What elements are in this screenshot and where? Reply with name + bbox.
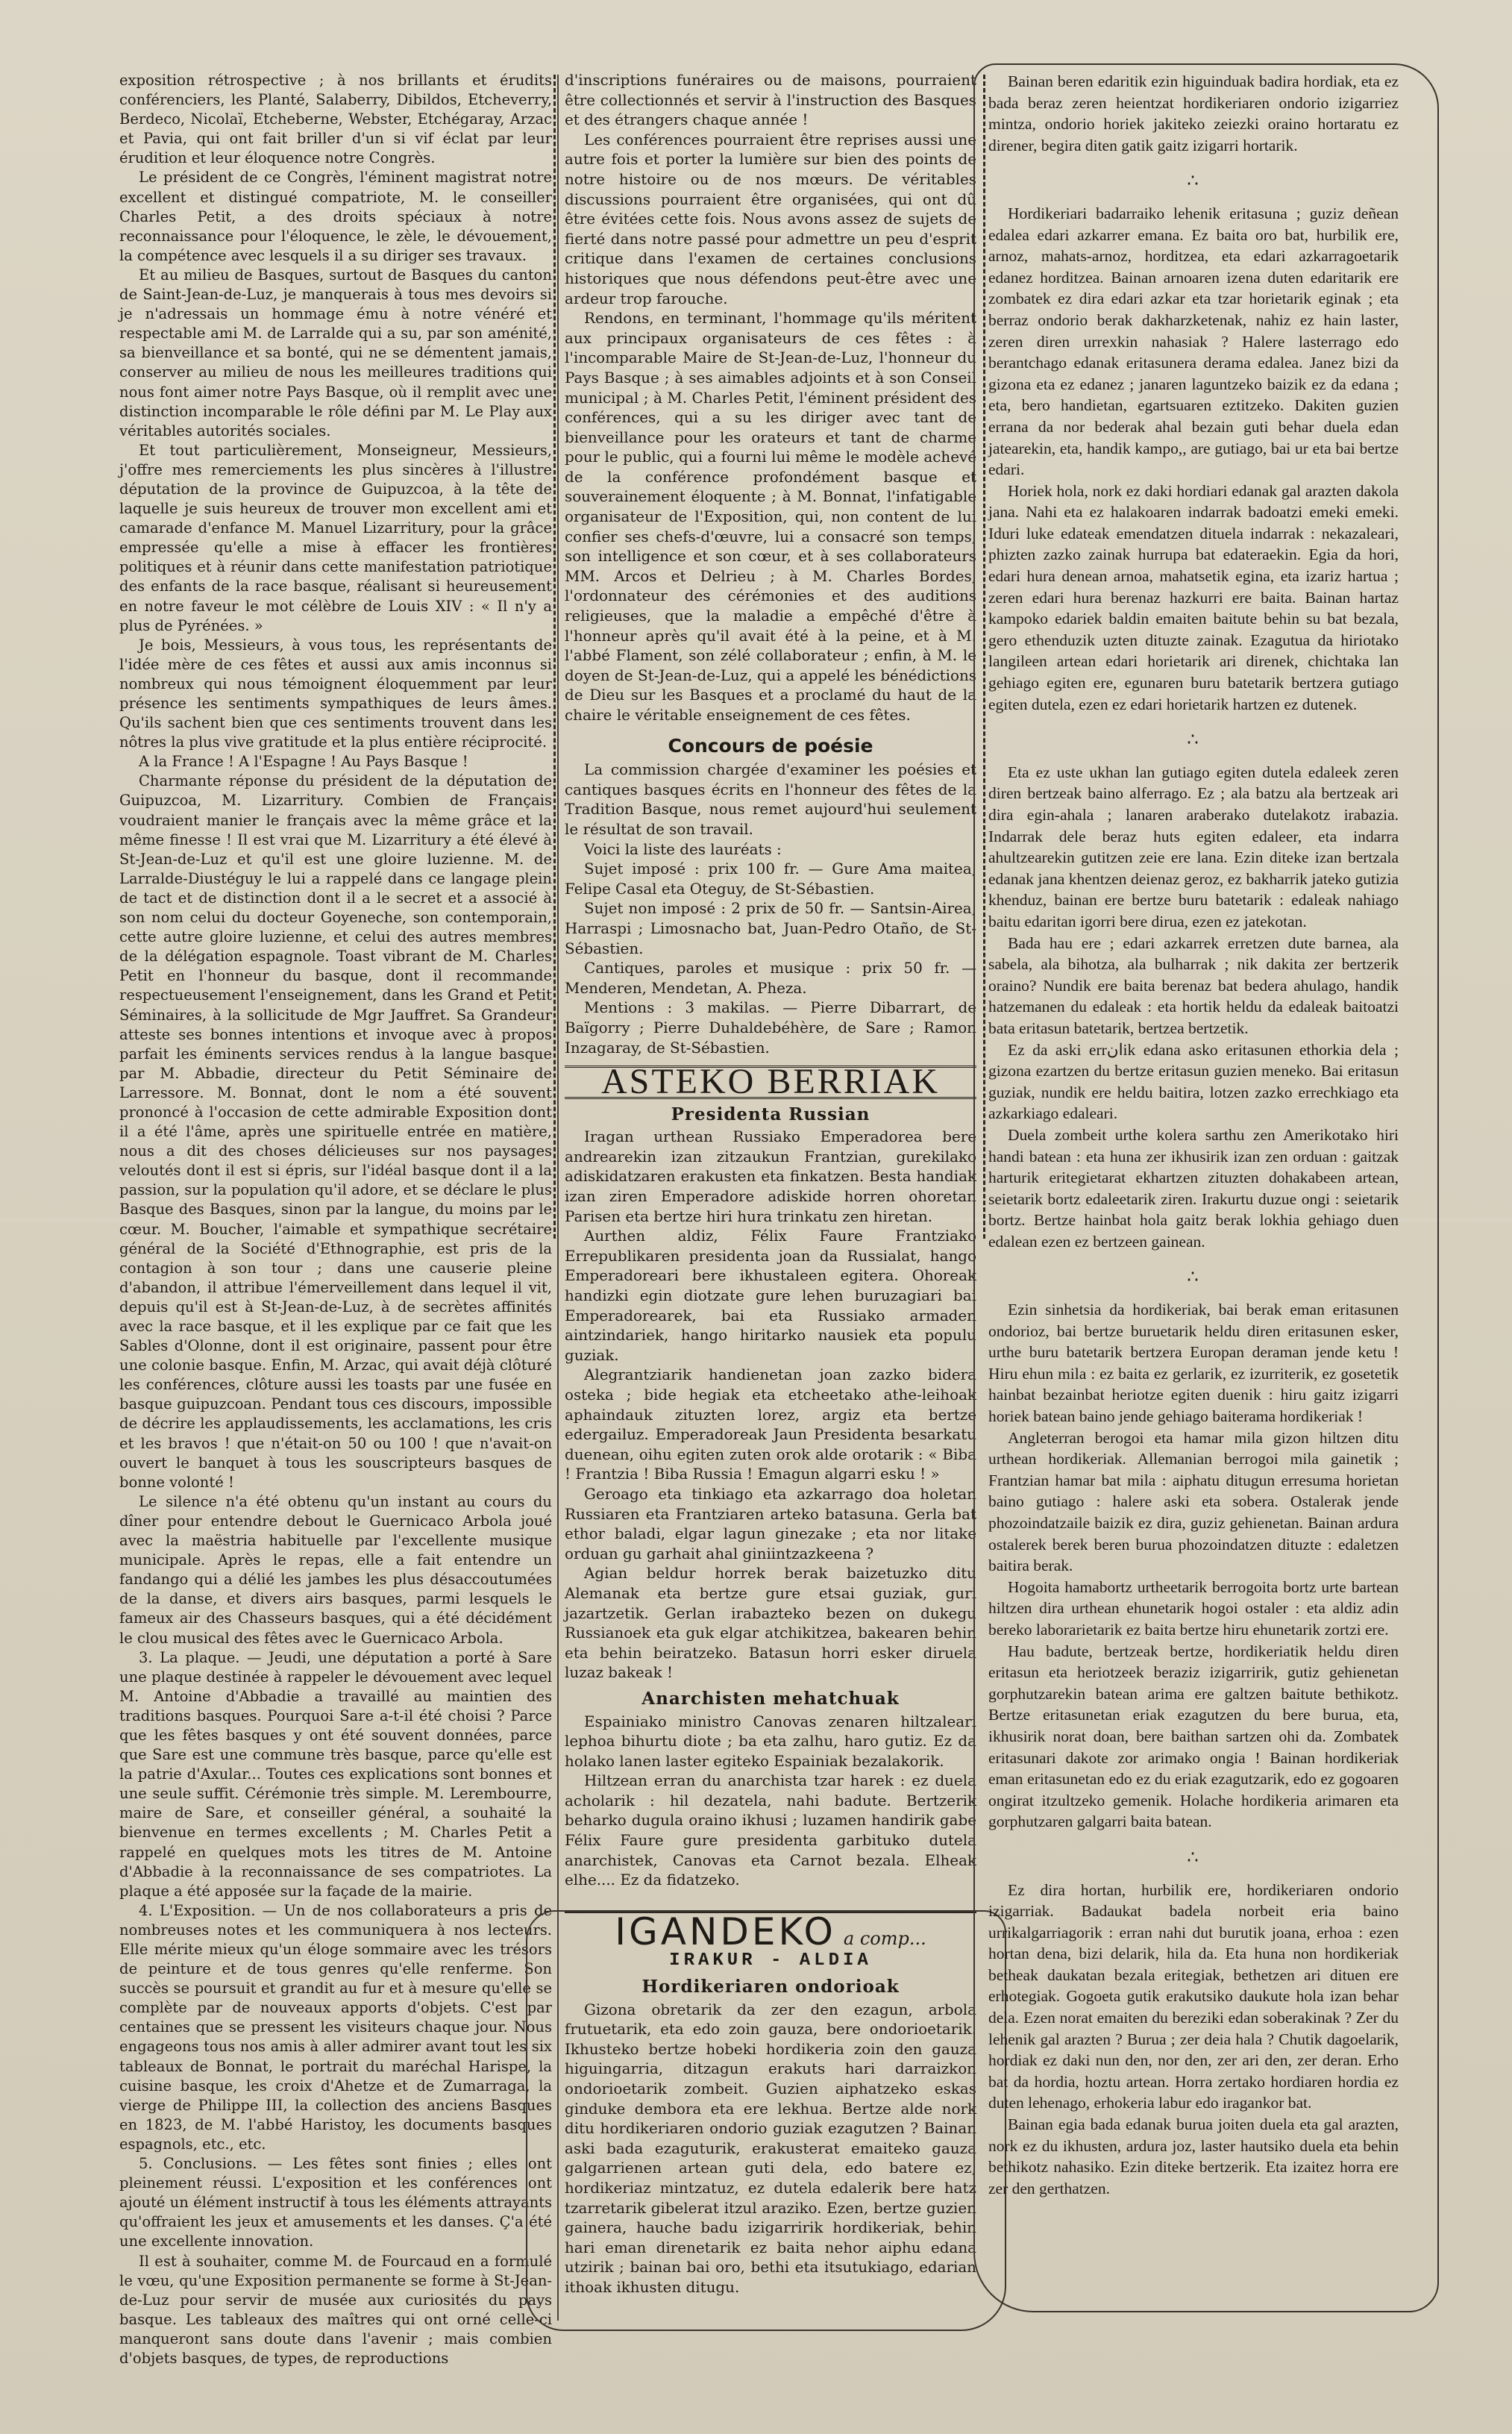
col3-para: Horiek hola, nork ez daki hordiari edanak gal arazten dakola jana. Nahi eta ez halakoaren indarrak badoatzi emeki emeki. Iduri luke edateak emendatzen dituela indarrak : nekazaleari, phizten zazko zainak hurrupa bat edateraekin. Egia da hori, edari hura denean arnoa, mahatsetik egina, eta izariz hartua ; zeren edari hura berenaz hazkurri ere baita. Bainan hartaz kampoko edariek baldin emaiten baitute behin su bat bezala, gero ethenduzik uzten dituzte zainak. Ezagutua da hiriotako langileen artean edari horietarik ari direnek, chichtaka lan gehiago egiten ere, egunaren buru batetarik bertzera gutiago egiten dutela, ezen ez edari horietarik hartzen ez dutenek. — [988, 481, 1399, 713]
anarchisten-para: Hiltzean erran du anarchista tzar harek : ez duela acholarik : hil dezatela, nahi badute. Bertzerik beharko dugula oraino ikhusi ; luzamen handirik gabe Félix Faure gure presidenta garbituko dutela anarchistek, Canovas eta Carnot bezala. Elheak elhe.... Ez da fidatzeko. — [565, 1772, 976, 1889]
presidenta-para: Iragan urthean Russiako Emperadorea bere andrearekin izan zitzaukun Frantzian, gurekilako adiskidatzaren erakusten eta finkatzen. Besta handiak izan ziren Emperadore adiskide horren ohoretan Parisen eta bertze hiri hura trinkatu zen hiretan. — [565, 1128, 976, 1225]
concours-heading: Concours de poésie — [668, 734, 873, 757]
column-left — [119, 71, 552, 2368]
col3-para: Hogoita hamabortz urtheetarik berrogoita bortz urte bartean hiltzen dira urthean ehunetarik hogoi ostaler : eta aldiz adin bereko laborarietarik ez baita bertze hiru ehunetarik zortzi ere. — [988, 1577, 1399, 1639]
concours-para: Sujet imposé : prix 100 fr. — Gure Ama maitea, Felipe Casal eta Oteguy, de St-Sébastien. — [565, 860, 976, 898]
col1-para: Le président de ce Congrès, l'éminent magistrat notre excellent et distingué compatriote, M. le conseiller Charles Petit, a des droits spéciaux à notre reconnaissance pour l'éloquence, le zèle, le dévouement, la compétence avec lesquels il a su diriger ses travaux. — [119, 169, 552, 264]
column-right — [988, 71, 1399, 2199]
igandeko-handwritten-note: a comp... — [843, 1927, 926, 1949]
col3-para: Bainan beren edaritik ezin higuinduak badira hordiak, eta ez bada beraz zeren heientzat hordikeriaren ondorio izigarriez mintza, ondorio horiek jakiteko zeiezki oraino hortaratu ez direner, begira diten gatik gaitz izigarri hortarik. — [988, 72, 1399, 154]
section-separator-stars: ∴ — [1187, 172, 1200, 192]
section-separator-stars: ∴ — [1187, 1268, 1200, 1288]
col1-para: A la France ! A l'Espagne ! Au Pays Basque ! — [139, 753, 468, 771]
hand-drawn-dashed-line — [553, 75, 556, 1239]
col3-para: Bada hau ere ; edari azkarrek erretzen dute barnea, ala sabela, ala bihotza, ala bulharrak ; nik dakita zer bertzerik oraino? Nundik ere baita berenaz bat bedera ahulago, handik hatzemanen du edaleak : eta hortik heldu da edaleak baitoatzi bata eritasun batetarik, bertzea bertzetik. — [988, 933, 1399, 1037]
col3-para: Ez da aski errانik edana asko eritasunen ethorkia dela ; gizona ezartzen du bertze eritasun guzien meneko. Bai eritasun guziak, nundik ere heldu baitira, lotzen zazko errechkiago eta azkarkiago edaleari. — [988, 1040, 1399, 1123]
anarchisten-para: Espainiako ministro Canovas zenaren hiltzaleari lephoa bihurtu diote ; ba eta zalhu, haro gutiz. Ez da holako lanen laster egiteko Espainiak bezalakorik. — [565, 1712, 976, 1770]
section-separator-stars: ∴ — [1187, 1848, 1200, 1868]
concours-para: La commission chargée d'examiner les poésies et cantiques basques écrits en l'honneur des fêtes de la Tradition Basque, nous remet aujourd'hui seulement le résultat de son travail. — [565, 761, 976, 838]
presidenta-para: Agian beldur horrek berak baizetuzko ditu Alemanak eta bertze gure etsai guziak, guri jazartzetik. Gerlan irabazteko bezen on dukegu Russianoek eta guk elgar atchikitzea, bakearen behin eta behin beiratzeko. Batasun horri esker diruela luzaz bakeak ! — [565, 1565, 976, 1682]
presidenta-para: Aurthen aldiz, Félix Faure Frantziako Errepublikaren presidenta joan da Russialat, hango Emperadoreari bere ikhustaleen egitera. Ohoreak handizki egin diotzate gure lehen buruzagiari bai Emperadorearek, bai eta Russiako armaden aintzindariek, hango hiritarko nausiek eta populu guziak. — [565, 1227, 976, 1364]
col1-para: exposition rétrospective ; à nos brillants et érudits conférenciers, les Planté, Salaberry, Dibildos, Etcheverry, Berdeco, Nicolaï, Etcheberne, Webster, Etchégaray, Arzac et Pavia, qui ont fait briller d'un si vif éclat par leur érudition et leur éloquence notre Congrès. — [119, 72, 552, 167]
col1-para: 4. L'Exposition. — Un de nos collaborateurs a pris de nombreuses notes et les communiquera à nos lecteurs. Elle mérite mieux qu'un éloge sommaire avec les trésors de peinture et de tous genres qu'elle renferme. Son succès se poursuit et grandit au fur et à mesure qu'elle se complète par de nouveaux apports d'objets. C'est par centaines que se pressent les visiteurs chaque jour. Nous engageons tous nos amis à aller admirer avant tout les six tableaux de Bonnat, le portrait du maréchal Harispe, la cuisine basque, les croix d'Ahetze et de Zumarraga, la vierge de Philippe III, la collection des anciens Basques en 1823, de M. l'abbé Haristoy, les documents basques espagnols, etc., etc. — [119, 1901, 552, 2153]
hand-drawn-frame — [526, 1910, 1006, 2331]
col1-para: 5. Conclusions. — Les fêtes sont finies ; elles ont pleinement réussi. L'exposition et les conférences ont ajouté un élément instructif à tous les éléments attrayants qu'offraient les jeux et amusements et les danses. Ç'a été une excellente innovation. — [119, 2155, 552, 2250]
col3-para: Duela zombeit urthe kolera sarthu zen Amerikotako hiri handi batean : eta huna zer ikhusirik izan zen orduan : gaitzak harturik eritegietarat ekhartzen zituzten dohakabeen artean, seietarik bortz edaleetarik ziren. Irakurtu duzue ongi : seietarik bortz. Bertze hainbat hola gaitz berak lokhia gehiago duen edalean ezen ez bertzeen gainean. — [988, 1125, 1399, 1251]
col1-para: Et au milieu de Basques, surtout de Basques du canton de Saint-Jean-de-Luz, je manquerais à tous mes devoirs si je n'adressais un hommage ému à notre vénéré et respectable ami M. de Larralde qui a su, par son aménité, sa bienveillance et sa bonté, qui ne se démentent jamais, conserver au milieu de nous les meilleures traditions qui nous font aimer notre Pays Basque, où il remplit avec une distinction incomparable le rôle défini par M. Le Play aux véritables autorités sociales. — [119, 266, 552, 439]
concours-para: Cantiques, paroles et musique : prix 50 fr. — Menderen, Mendetan, A. Pheza. — [565, 960, 976, 997]
concours-para: Mentions : 3 makilas. — Pierre Dibarrart, de Baïgorry ; Pierre Duhaldebéhère, de Sare ; Ramon Inzagaray, de St-Sébastien. — [565, 999, 976, 1057]
col1-para: Charmante réponse du président de la députation de Guipuzcoa, M. Lizarritury. Combien de Français voudraient manier le français avec la même grâce et la même finesse ! Il est vrai que M. Lizarritury a été élevé à St-Jean-de-Luz et qu'il est une gloire luzienne. M. de Larralde-Diustéguy le lui a rappelé dans ce langage plein de tact et de distinction dont il a le secret et a associé à son nom celui du docteur Goyeneche, son contemporain, cette autre gloire luzienne, et celui des autres membres de la délégation espagnole. Toast vibrant de M. Charles Petit en l'honneur du basque, dont il recommande respectueusement l'enseignement, dans les Grand et Petit Séminaires, à la sollicitude de Mgr Jauffret. Sa Grandeur atteste ses bonnes intentions et invoque avec à propos parfait les éminents services rendus à la langue basque par M. Abbadie, directeur du Petit Séminaire de Larressore. M. Bonnat, dont le nom a été souvent prononcé à l'occasion de cette admirable Exposition dont il a été l'âme, après une spirituelle entrée en matière, nous a dit des choses délicieuses sur nos paysages veloutés dont il est si épris, sur l'idéal basque dont il a la passion, sur la population qu'il adore, et se déclare le plus Basque des Basques, sinon par la langue, du moins par le cœur. M. Boucher, l'aimable et sympathique secrétaire général de la Société d'Ethnographie, est pris de la contagion à son tour ; dans une causerie pleine d'abandon, il attribue l'émerveillement dans lequel il vit, depuis qu'il est à St-Jean-de-Luz, à de secrètes affinités avec la race basque, et il les explique par ce fait que les Sables d'Olonne, dont il est originaire, passent pour être une colonie basque. Enfin, M. Arzac, qui avait déjà clôturé les conférences, clôture aussi les toasts par une fusée en basque guipuzcoan. Pendant tous ces discours, impossible de décrire les applaudissements, les acclamations, les cris et les bravos ! que n'était-on 50 ou 100 ! que n'avait-on ouvert le banquet à tous les souscripteurs basques de bonne volonté ! — [119, 772, 552, 1491]
col1-para: Je bois, Messieurs, à vous tous, les représentants de l'idée mère de ces fêtes et aussi aux amis inconnus si nombreux qui nous témoignent éloquemment par leur présence les sentiments sympathiques de leurs âmes. Qu'ils sachent bien que ces sentiments trouvent dans les nôtres la plus vive gratitude et la plus entière réciprocité. — [119, 636, 552, 751]
col1-para: Le silence n'a été obtenu qu'un instant au cours du dîner pour entendre debout le Guernicaco Arbola joué avec la maëstria habituelle par l'excellente musique municipale. Après le repas, elle a fait entendre un fandango qui a délié les jambes les plus désaccoutumées de la danse, et divers airs basques, parmi lesquels le fameux air des Chasseurs basques, qui a été décidément le clou musical des fêtes avec le Guernicaco Arbola. — [119, 1492, 552, 1647]
col3-para: Bainan egia bada edanak burua joiten duela eta gal arazten, nork ez du ikhusten, ardura joz, laster hautsiko duela eta behin bethikotz nahasiko. Ezin ditekе bertzerik. Eta izaitez horra ere zer den gerthatzen. — [988, 2115, 1399, 2197]
col3-para: Hordikeriari badarraiko lehenik eritasuna ; guziz deñean edalea edari azkarrer emana. Ez baita oro bat, hurbilik ere, arnoz, mahats-arnoz, horditzea, eta edari azkarragoetarik edanez horditzea. Bainan arnoaren izena duten edaritarik ere zombatek ez dira edari azkar eta tzar horietarik eginak ; eta berraz ondorio berak dakharzketenak, nahiz ez hain laster, zeren diren urrexkin nahasiak ? Halere lasterrago edo berantchago edanak eritasunera derama edalea. Janez bizi da gizona eta ez edanez ; janaren laguntzeko baizik ez da edana ; eta, bero handietan, egartsuaren eztitzeko. Dakiten guzien errana da nor bederak ahal bezain guti behar duela edan jatearekin, eta, handik kampo,, are gutiago, bai ur eta bai bertze edari. — [988, 204, 1399, 479]
col3-para: Ez dira hortan, hurbilik ere, hordikeriaren ondorio izigarriak. Badaukat badela norbeit eria baino urrikalgarriagorik : erran nahi dut burutik joana, erhoa : ezen hortan dena, bizi delarik, hila da. Eta huna non hordikeriak betheak daukatan bezala eritegiak, bethetzen ari dituen ere erhotegiak. Gogoeta gutik erakutsiko daukute hola izan behar dela. Ezen norat emaiten du bereziki edan soberakinak ? Zer du lehenik gal arazten ? Burua ; zer deia hala ? Chutik dagoelarik, hordiak ez daki nun den, nor den, zer ari den, zer deran. Erho bat da hordia, hoztu artean. Horra zertako hordiaren hordia ez duten lehenago, erhokeria labur edo iragankor bat. — [988, 1880, 1399, 2112]
hordikeriaren-heading: Hordikeriaren ondorioak — [641, 1977, 900, 1997]
col2-para: Rendons, en terminant, l'hommage qu'ils méritent aux principaux organisateurs de ces fêtes : à l'incomparable Maire de St-Jean-de-Luz, l'honneur du Pays Basque ; à ses aimables adjoints et à son Conseil municipal ; à M. Charles Petit, l'éminent président des conférences, qui a su les diriger avec tant de bienveillance pour les orateurs et tant de charme pour le public, qui a fourni lui même le modèle achevé de la conférence profondément basque et souverainement éloquente ; à M. Bonnat, l'infatigable organisateur de l'Exposition, qui, non content de lui confier ses chefs-d'œuvre, lui a consacré son temps, son intelligence et son cœur, et à ses collaborateurs MM. Arcos et Delrieu ; à M. Charles Bordes, l'ordonnateur des cérémonies et des auditions religieuses, que la maladie a empêché d'être à l'honneur après qu'il avait été à la peine, et à M. l'abbé Flament, son zélé collaborateur ; enfin, à M. le doyen de St-Jean-de-Luz, qui a appelé les bénédictions de Dieu sur les Basques et a proclamé du haut de la chaire le véritable enseignement de ces fêtes. — [565, 310, 976, 724]
col3-para: Ezin sinhetsia da hordikeriak, bai berak eman eritasunen ondorioz, bai bertze buruetarik heldu diren eritasunen esker, urthe buru batetarik bertzera Europan deraman jende ketu ! Hiru ehun mila : ez baita ez gerlarik, ez izurriterik, ez gosetetik hainbat bezainbat heriotze egiten duenik : hiru gaitz izigarri horiek batean baino jende gehiago baiterama hordikeriak ! — [988, 1301, 1399, 1426]
col1-para: Il est à souhaiter, comme M. de Fourcaud en a formulé le vœu, qu'une Exposition permanente se forme à St-Jean-de-Luz pour servir de musée aux curiosités du pays basque. Les tableaux des maîtres qui ont orné celle-ci manqueront sans doute dans l'avenir ; mais combien d'objets basques, de types, de reproductions — [119, 2252, 552, 2367]
col1-para: 3. La plaque. — Jeudi, une députation a porté à Sare une plaque destinée à rappeler le dévouement avec lequel M. Antoine d'Abbadie a travaillé au maintien des traditions basques. Pourquoi Sare a-t-il été choisi ? Parce que les fêtes basques y ont été souvent données, parce que Sare est une commune très basque, parce qu'elle est la patrie d'Axular... Toutes ces explications sont bonnes et une seule suffit. Cérémonie très simple. M. Lerembourre, maire de Sare, et conseiller général, a souhaité la bienvenue en termes excellents ; M. Charles Petit a rappelé en quelques mots les titres de M. Antoine d'Abbadie à la reconnaissance de ses compatriotes. La plaque a été apposée sur la façade de la mairie. — [119, 1648, 552, 1900]
col2-para: Les conférences pourraient être reprises aussi une autre fois et porter la lumière sur bien des points de notre histoire ou de nos mœurs. De véritables discussions pourraient être organisées, qui ont dû être évitées cette fois. Nous avons assez de sujets de fierté dans notre passé pour admettre un peu d'esprit critique dans l'examen de certaines conclusions historiques que nous défendons peut-être avec une ardeur trop farouche. — [565, 131, 976, 307]
col3-para: Angleterran berogoi eta hamar mila gizon hiltzen ditu urthean hordikeriak. Allemanian berrogoi mila gainetik ; Frantzian hamar bat mila : aiphatu ditugun erresuma horietan baino gutiago : halere aski eta sobera. Ostalerak jende phozoindatzaile baizik ez dira, guziz gehienetan. Bainan ardura ostalerek berek beren burua phozoindatzen dituzte : edaletzen baitira berak. — [988, 1428, 1399, 1575]
anarchisten-heading: Anarchisten mehatchuak — [641, 1688, 900, 1709]
presidenta-para: Alegrantziarik handienetan joan zazko bidera osteka ; bide hegiak eta etcheetako athe-leihoak aphaindauk zituzten lorez, argiz eta bertze edergailuz. Emperadoreak Jaun Presidenta besarkatu duenean, oihu egiten zuten orok alde orotarik : « Biba ! Frantzia ! Biba Russia ! Emagun algarri esku ! » — [565, 1366, 976, 1483]
igandeko-title: IGANDEKO — [615, 1909, 836, 1953]
section-separator-stars: ∴ — [1187, 730, 1200, 751]
col3-para: Eta ez uste ukhan lan gutiago egiten dutela edaleek zeren diren bertzeak baino alferrago. Ez ; ala batzu ala bertzeak ari dira egin-ahala ; lanaren araberako dutelakotz irabazia. Indarrak dele beraz huts egiten edaleer, eta indarra ahultzearekin gutitzen zeie ere lana. Ezin diteke izan bertzala edanak jana khentzen deienaz geroz, ez bakharrik jateko gutizia khenduz, bainan ere bertze buru batetarik : edaleak nahiago baitu edaritan igorri bere dirua, ezen ez jatekotan. — [988, 763, 1399, 930]
col1-para: Et tout particulièrement, Monseigneur, Messieurs, j'offre mes remerciements les plus sincères à l'illustre députation de la province de Guipuzcoa, à la tête de laquelle je suis heureux de trouver mon excellent ami et camarade d'enfance M. Manuel Lizarritury, pour la grâce empressée qu'elle a mise à effacer les frontières politiques et à réunir dans cette manifestation patriotique des enfants de la race basque, réalisant si heureusement en notre faveur le mot célèbre de Louis XIV : « Il n'y a plus de Pyrénées. » — [119, 441, 552, 634]
concours-para: Sujet non imposé : 2 prix de 50 fr. — Santsin-Airea, Harraspi ; Limosnacho bat, Juan-Pedro Otaño, de St-Sébastien. — [565, 900, 976, 957]
irakur-aldia-heading: IRAKUR - ALDIA — [669, 1950, 872, 1971]
hordikeriaren-para: Gizona obretarik da zer den ezagun, arbola frutuetarik, eta edo zoin gauza, bere ondorioetarik. Ikhusteko bertze hobeki hordikeria zoin den gauza higuingarria, ditzagun erakuts hari darraizkon ondorioetarik zombeit. Guzien aiphatzeko eskas ginduke dembora eta ere lekhua. Bertze alde nork ditu hordikeriaren ondorio guziak ezagutzen ? Bainan aski bada ezaguturik, erakusterat emaiteko gauza galgarrienen artean guti dela, edo batere ez, hordikeriaz mintzatuz, ez dutela edalerik bere hatz tzarretarik gibelerat itzul araziko. Ezen, bertze guzien gainera, hauche badu izigarririk hordikeriak, behin hari eman direnetarik ez baita nehor aiphu edana utzirik ; bainan bai oro, bethi eta itsutukiago, edarian ithoak ikhusten ditugu. — [565, 2000, 976, 2296]
col2-para: d'inscriptions funéraires ou de maisons, pourraient être collectionnés et servir à l'instruction des Basques et des étrangers chaque année ! — [565, 72, 976, 129]
concours-para: Voici la liste des lauréats : — [584, 840, 782, 858]
asteko-berriak-heading: ASTEKO BERRIAK — [565, 1066, 976, 1099]
presidenta-para: Geroago eta tinkiago eta azkarrago doa holetan Russiaren eta Frantziaren arteko batasuna. Gerla bat ethor baladi, elgar lagun ginezake ; eta nor litake orduan gu garhait ahal giniintzazkeena ? — [565, 1485, 976, 1562]
presidenta-heading: Presidenta Russian — [671, 1104, 871, 1124]
col3-para: Hau badute, bertzeak bertze, hordikeriatik heldu diren eritasun eta heriotzeek beraziz izigarririk, gutiz gehienetan gorphutzarekin batean arima ere galtzen baitute bethikotz. Bertze eritasunetan eriak ezagutzen du bere burua, eta, ikhusirik norat doan, bere baithan sartzen ohi da. Zombatek eritasunari dakote zor arimako ongia ! Bainan hordikeriak eman eritasunetan edo ez du eriak ezagutzarik, edo ez gogoaren ongirat itzultzeko gemenik. Holache hordikeria arimaren eta gorphutzaren galgarri baita batean. — [988, 1642, 1399, 1831]
